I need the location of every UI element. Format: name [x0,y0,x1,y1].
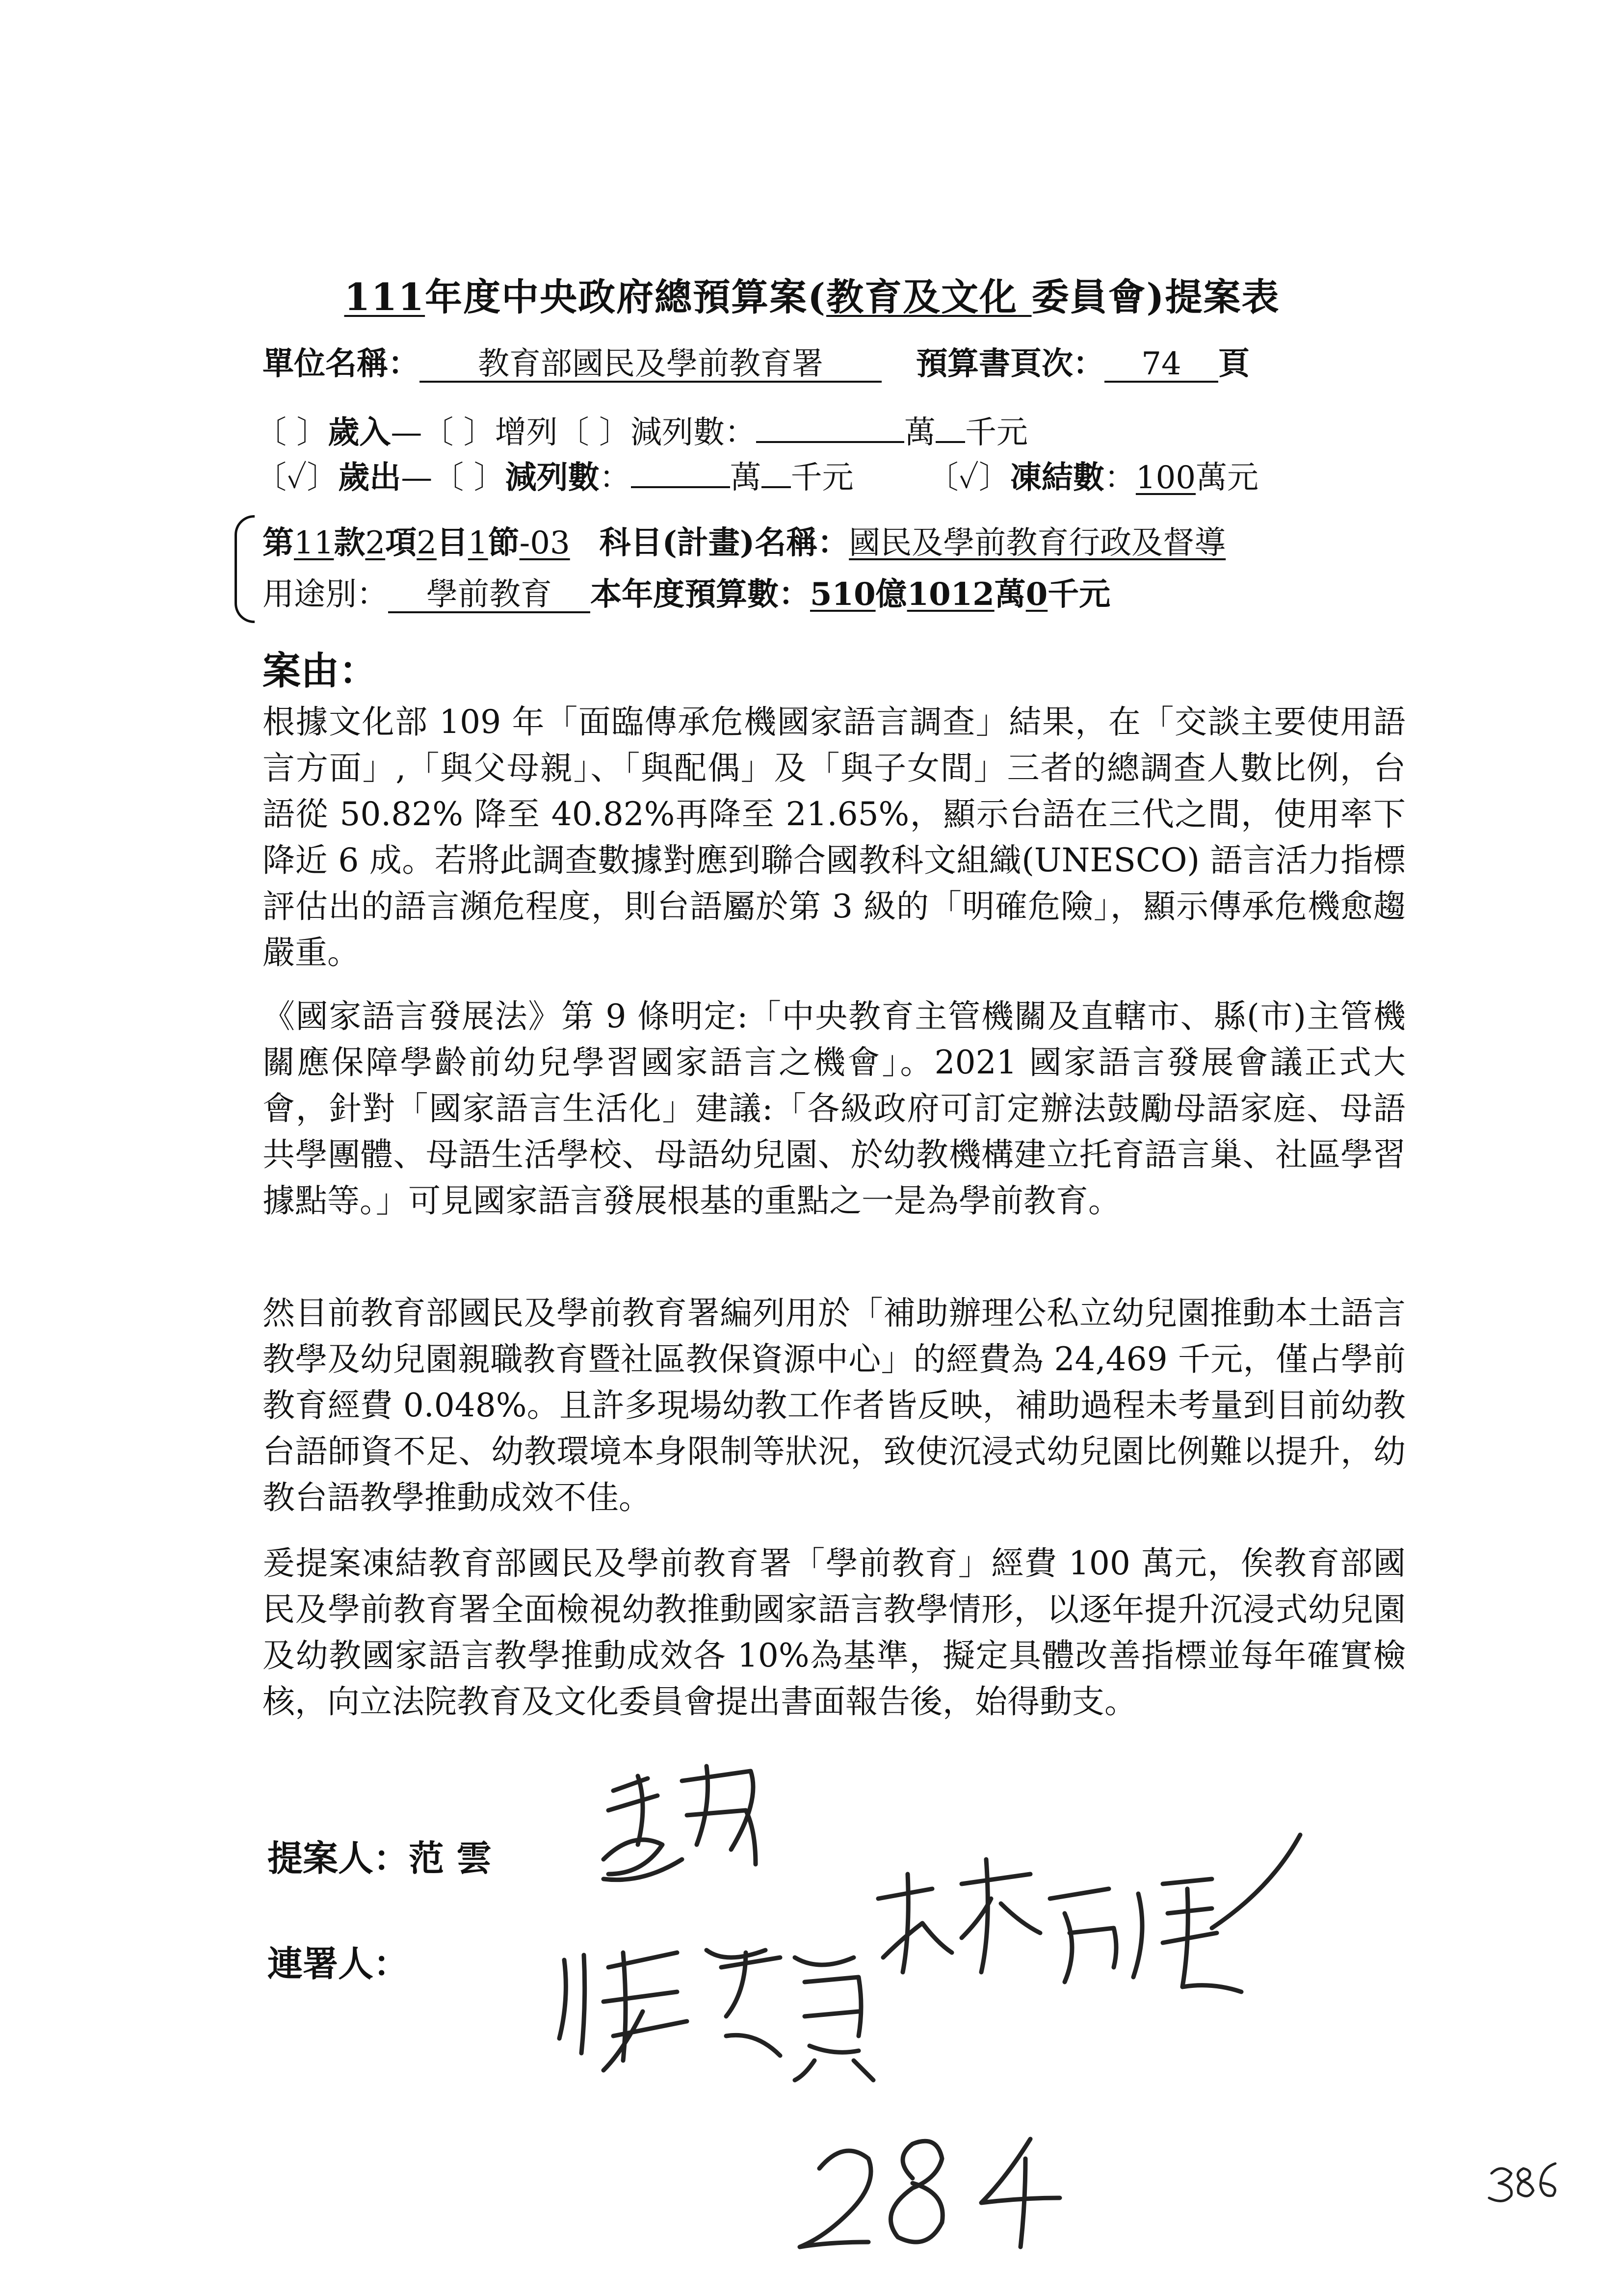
page-ref-suffix: 頁 [1218,345,1250,382]
case-paragraph: 根據文化部 109 年「面臨傳承危機國家語言調查」結果，在「交談主要使用語言方面」,「與父母親」、「與配偶」及「與子女間」三者的總調查人數比例，台語從 50.82% 降至 40.82%再降至 21.65%，顯示台語在三代之間，使用率下降近 6 成。若將此調查數據對應到聯合國教科文組織(UNESCO) 語言活力指標評估出的語言瀕危程度，則台語屬於第 3 級的「明確危險」，顯示傳承危機愈趨嚴重。 [262,703,1406,971]
expense-label: 歲出 [338,459,401,496]
budget-label: 本年度預算數： [590,576,810,613]
revenue-wan: 萬 [904,415,936,451]
item-kuan-value: 11 [294,525,334,561]
usage-value: 學前教育 [388,578,590,613]
expense-colon: ： [599,460,631,496]
item-xiang-value: 2 [365,525,386,561]
increase-checkbox: 〔 〕 [422,415,495,451]
increase-label: 增列 [495,415,558,451]
budget-yi-unit: 億 [875,576,907,613]
expense-decrease-checkbox: 〔 〕 [432,460,505,496]
budget-qian: 0 [1025,576,1048,613]
freeze-unit: 萬元 [1196,460,1259,496]
freeze-colon: ： [1104,460,1136,496]
decrease-label: 減列數： [630,415,757,451]
budget-yi: 510 [810,576,876,613]
cosigner-signature [878,1835,1300,1992]
case-paragraph: 《國家語言發展法》第 9 條明定:「中央教育主管機關及直轄市、縣(市)主管機關應保障學齡前幼兒學習國家語言之機會」。2021 國家語言發展會議正式大會，針對「國家語言生活化」建議:「各級政府可訂定辦法鼓勵母語家庭、母語共學團體、母語生活學校、母語幼兒園、於幼教機構建立托育語言巢、社區學習據點等。」可見國家語言發展根基的重點之一是為學前教育。 [262,997,1406,1220]
freeze-label: 凍結數 [1010,459,1104,496]
item-jie: 節 [488,524,520,561]
cosigner-signature [559,1950,873,2080]
revenue-qian: 千元 [965,415,1028,451]
title-text: 年度中央政府總預算案( [425,275,827,319]
expense-checkbox: 〔✓〕 [255,460,339,496]
item-jie-suffix: -03 [519,525,570,561]
revenue-label: 歲入 [328,414,391,451]
item-mu-value: 2 [417,525,437,561]
item-di: 第 [262,524,294,561]
subject-name-value: 國民及學前教育行政及督導 [849,525,1226,561]
item-jie-value: 1 [468,525,488,561]
expense-dash: — [401,460,433,496]
freeze-checkbox: 〔✓〕 [927,460,1010,496]
unit-label: 單位名稱： [262,345,419,382]
page-ref-value: 74 [1104,348,1218,383]
proposer-label: 提案人： [267,1837,409,1879]
revenue-checkbox: 〔 〕 [255,415,328,451]
case-paragraph: 然目前教育部國民及學前教育署編列用於「補助辦理公私立幼兒園推動本土語言教學及幼兒園親職教育暨社區教保資源中心」的經費為 24,469 千元，僅占學前教育經費 0.048%。且許多現場幼教工作者皆反映，補助過程未考量到目前幼教台語師資不足、幼教環境本身限制等狀況，致使沉浸式幼兒園比例難以提升，幼教台語教學推動成效不佳。 [262,1294,1406,1516]
item-mu: 目 [436,524,468,561]
committee-name: 教育及文化 [826,275,1018,319]
budget-wan: 1012 [907,576,995,613]
expense-wan: 萬 [730,460,761,496]
page-number-handwritten [800,2139,1060,2247]
page-ref-label: 預算書頁次： [916,345,1104,382]
subject-name-label: 科目(計畫)名稱： [599,524,849,561]
case-paragraph: 爰提案凍結教育部國民及學前教育署「學前教育」經費 100 萬元，俟教育部國民及學前教育署全面檢視幼教推動國家語言教學情形，以逐年提升沉浸式幼兒園及幼教國家語言教學推動成效各 10%為基準，擬定具體改善指標並每年確實檢核，向立法院教育及文化委員會提出書面報告後，始得動支。 [262,1544,1406,1721]
revenue-dash: — [391,415,422,451]
expense-qian: 千元 [790,460,854,496]
budget-qian-unit: 千元 [1048,576,1111,613]
freeze-value: 100 [1135,460,1196,496]
proposer-signature [603,1766,756,1880]
corner-number-handwritten [1489,2164,1555,2201]
item-kuan: 款 [334,524,366,561]
unit-value: 教育部國民及學前教育署 [419,348,882,383]
cosigner-label: 連署人： [267,1943,409,1984]
usage-label: 用途別： [262,576,388,613]
decrease-checkbox: 〔 〕 [557,415,631,451]
proposer-name: 范 雲 [409,1837,492,1879]
expense-decrease-label: 減列數 [505,459,600,496]
fiscal-year: 111 [344,275,425,319]
item-xiang: 項 [385,524,417,561]
budget-wan-unit: 萬 [994,576,1026,613]
title-suffix: 委員會)提案表 [1031,275,1280,319]
case-heading: 案由： [262,649,378,693]
